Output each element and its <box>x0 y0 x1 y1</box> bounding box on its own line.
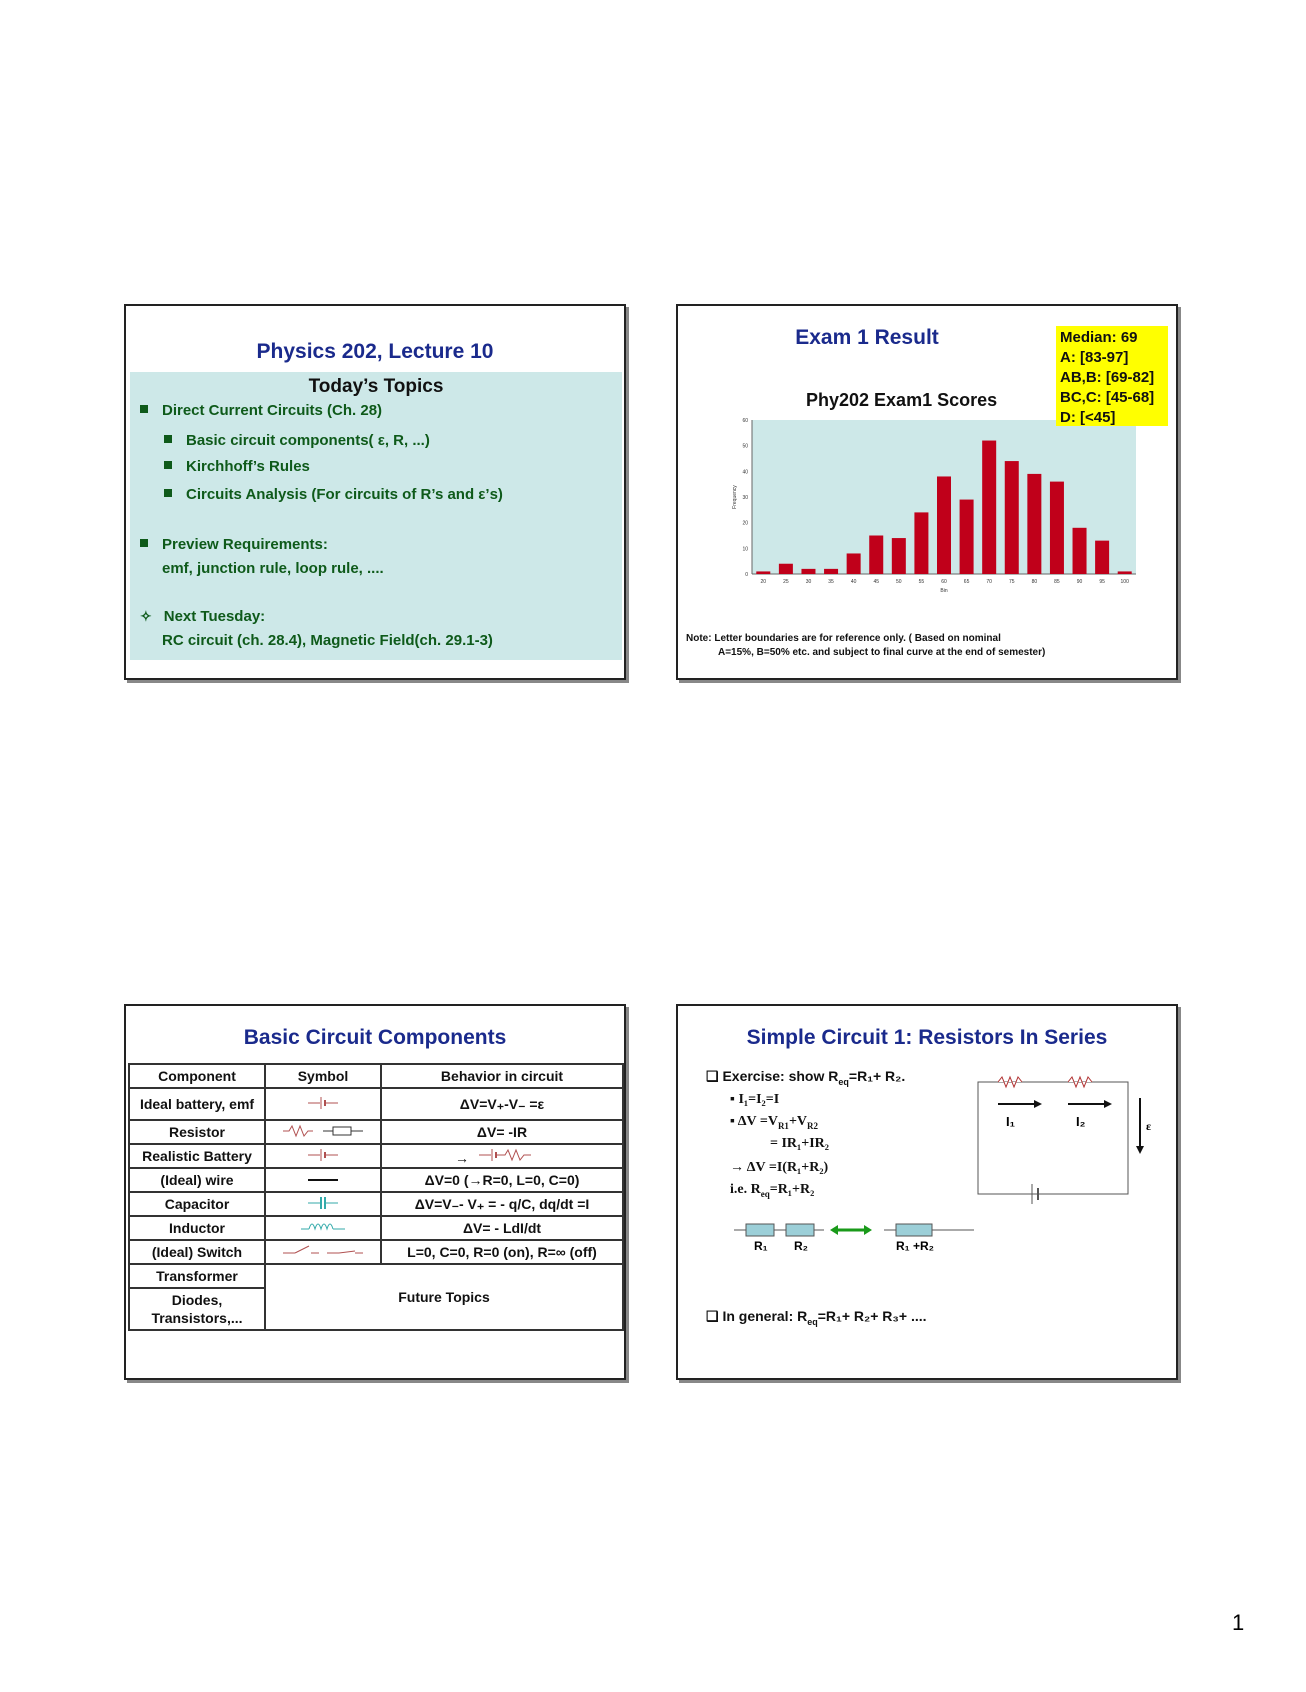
slide-exam-result <box>676 304 1178 680</box>
bullet-square-icon <box>140 539 148 547</box>
table-row: Transformer Future Topics <box>129 1264 623 1288</box>
slide-title: Exam 1 Result <box>795 326 939 349</box>
chart-bar <box>801 569 815 574</box>
x-tick-label: 65 <box>963 579 970 585</box>
I2-label: I₂ <box>1076 1114 1086 1129</box>
x-axis-label: Bin <box>940 588 948 594</box>
equation-line: = IR₁+IR₂ <box>770 1136 829 1151</box>
chart-bar <box>937 476 951 574</box>
chart-bar <box>892 538 906 574</box>
bullet-square-icon <box>164 435 172 443</box>
y-tick-label: 50 <box>742 443 748 450</box>
slide-title: Basic Circuit Components <box>243 1026 507 1049</box>
chart-bar <box>982 441 996 574</box>
equation-line: i.e. $R_{eq}=R_1+R_2$ <box>730 1182 815 1199</box>
x-tick-label: 40 <box>850 579 857 585</box>
y-tick-label: 60 <box>742 418 748 424</box>
emf-label: ε <box>1146 1119 1152 1133</box>
chart-bar <box>847 553 861 574</box>
slide-title: Simple Circuit 1: Resistors In Series <box>746 1026 1108 1049</box>
I1-label: I₁ <box>1006 1114 1015 1129</box>
bullet-square-icon <box>164 461 172 469</box>
grade-info-box <box>1056 326 1168 426</box>
topics-panel <box>130 372 622 660</box>
chart-bar <box>869 536 883 575</box>
chart-bar <box>1027 474 1041 574</box>
topic-detail: emf, junction rule, loop rule, .... <box>162 560 384 577</box>
topic-item: ✧ Next Tuesday: <box>140 608 266 625</box>
header-cell: Behavior in circuit <box>381 1064 623 1088</box>
battery-symbol-icon <box>265 1088 381 1120</box>
x-tick-label: 55 <box>918 579 925 585</box>
x-tick-label: 30 <box>805 579 812 585</box>
topic-item: Direct Current Circuits (Ch. 28) <box>140 402 382 419</box>
grade-note: Note: Letter boundaries are for reference only. ( Based on nominal A=15%, B=50% etc. and subject to final curve at the end of semester) <box>686 633 1046 658</box>
topic-subitem: Basic circuit components( ε, R, ...) <box>164 432 430 449</box>
x-tick-label: 25 <box>783 579 789 585</box>
components-table <box>128 1063 624 1331</box>
table-header-row <box>129 1064 623 1088</box>
chart-bar <box>914 512 928 574</box>
table-row: Realistic Battery → <box>129 1144 623 1168</box>
topic-item: Preview Requirements: <box>140 536 328 553</box>
chart-bar <box>1050 482 1064 574</box>
chart-bar <box>960 500 974 574</box>
header-cell: Component <box>129 1064 265 1088</box>
slide-resistors-series <box>676 1004 1178 1380</box>
bullet-square-icon <box>164 489 172 497</box>
topic-subitem: Circuits Analysis (For circuits of R’s and ε’s) <box>164 486 503 503</box>
y-tick-label: 10 <box>742 546 748 553</box>
slide-title: Physics 202, Lecture 10 <box>256 340 494 363</box>
y-tick-label: 30 <box>742 495 748 501</box>
chart-bar <box>1005 461 1019 574</box>
exercise-text: ❑ Exercise: show $R_{eq}=R_1+ R_2$. <box>706 1068 906 1087</box>
diamond-bullet-icon: ✧ <box>140 608 152 624</box>
slide-circuit-components <box>124 1004 626 1380</box>
realistic-battery-symbol-icon <box>265 1144 381 1168</box>
chart-bar <box>1118 571 1132 574</box>
capacitor-symbol-icon <box>265 1192 381 1216</box>
y-tick-label: 20 <box>742 520 748 527</box>
table-row: Diodes, Transistors,... <box>129 1288 623 1330</box>
future-topics-cell: Future Topics <box>265 1264 623 1330</box>
switch-symbol-icon <box>265 1240 381 1264</box>
x-tick-label: 85 <box>1054 579 1060 585</box>
y-tick-label: 0 <box>745 572 748 578</box>
inductor-symbol-icon <box>265 1216 381 1240</box>
info-line: A: [83-97] <box>1060 349 1129 366</box>
topic-detail: RC circuit (ch. 28.4), Magnetic Field(ch. 29.1-3) <box>162 632 493 649</box>
x-tick-label: 20 <box>760 579 767 585</box>
chart-title: Phy202 Exam1 Scores <box>806 390 998 410</box>
info-line: BC,C: [45-68] <box>1060 389 1155 406</box>
x-tick-label: 100 <box>1120 579 1129 585</box>
general-text: ❑ In general: $R_{eq}=R_1+ R_2+ R_3+$ .... <box>706 1308 927 1327</box>
y-axis-label: Frequency <box>732 485 738 509</box>
table-row: Resistor ΔV= -IR <box>129 1120 623 1144</box>
chart-bar <box>756 571 770 574</box>
series-circuit-diagram <box>968 1058 1158 1218</box>
table-row: (Ideal) wire ΔV=0 (→R=0, L=0, C=0) <box>129 1168 623 1192</box>
equation-line: → ΔV =I(R₁+R₂) <box>730 1160 829 1175</box>
x-tick-label: 95 <box>1099 579 1105 585</box>
slide-lecture-topics <box>124 304 626 680</box>
x-tick-label: 35 <box>828 579 834 585</box>
x-tick-label: 70 <box>986 579 992 585</box>
x-tick-label: 90 <box>1076 579 1083 585</box>
table-row: Ideal battery, emf ΔV=V₊-V₋ =ε <box>129 1088 623 1120</box>
r1-label: R₁ <box>754 1239 768 1253</box>
info-line: Median: 69 <box>1060 329 1138 346</box>
table-row: Capacitor ΔV=V₋- V₊ = - q/C, dq/dt =I <box>129 1192 623 1216</box>
equation-line: ▪ I₁=I₂=I <box>730 1092 780 1107</box>
wire-symbol-icon <box>265 1168 381 1192</box>
page-number: 1 <box>1232 1610 1245 1635</box>
x-tick-label: 60 <box>941 579 947 585</box>
equation-line: ▪ $\Delta V =V_{R1}+V_{R2}$ <box>730 1114 819 1131</box>
resistor-equivalence-diagram <box>734 1218 994 1258</box>
info-line: AB,B: [69-82] <box>1060 369 1155 386</box>
topics-heading: Today’s Topics <box>308 376 444 397</box>
x-tick-label: 80 <box>1031 579 1038 585</box>
chart-bar <box>1095 541 1109 574</box>
r2-label: R₂ <box>794 1239 808 1253</box>
chart-bar <box>824 569 838 574</box>
chart-bar <box>1073 528 1087 574</box>
bullet-square-icon <box>140 405 148 413</box>
x-tick-label: 75 <box>1008 579 1015 585</box>
y-tick-label: 40 <box>742 469 748 476</box>
topic-subitem: Kirchhoff’s Rules <box>164 458 310 475</box>
header-cell: Symbol <box>265 1064 381 1088</box>
table-row: Inductor ΔV= - LdI/dt <box>129 1216 623 1240</box>
table-row: (Ideal) Switch L=0, C=0, R=0 (on), R=∞ (off) <box>129 1240 623 1264</box>
x-tick-label: 45 <box>873 579 880 585</box>
x-tick-label: 50 <box>896 579 902 585</box>
info-line: D: [<45] <box>1060 409 1116 426</box>
r12-label: R₁ +R₂ <box>896 1239 934 1253</box>
battery-resistor-icon <box>469 1147 549 1163</box>
chart-bar <box>779 564 793 574</box>
resistor-symbol-icon <box>265 1120 381 1144</box>
